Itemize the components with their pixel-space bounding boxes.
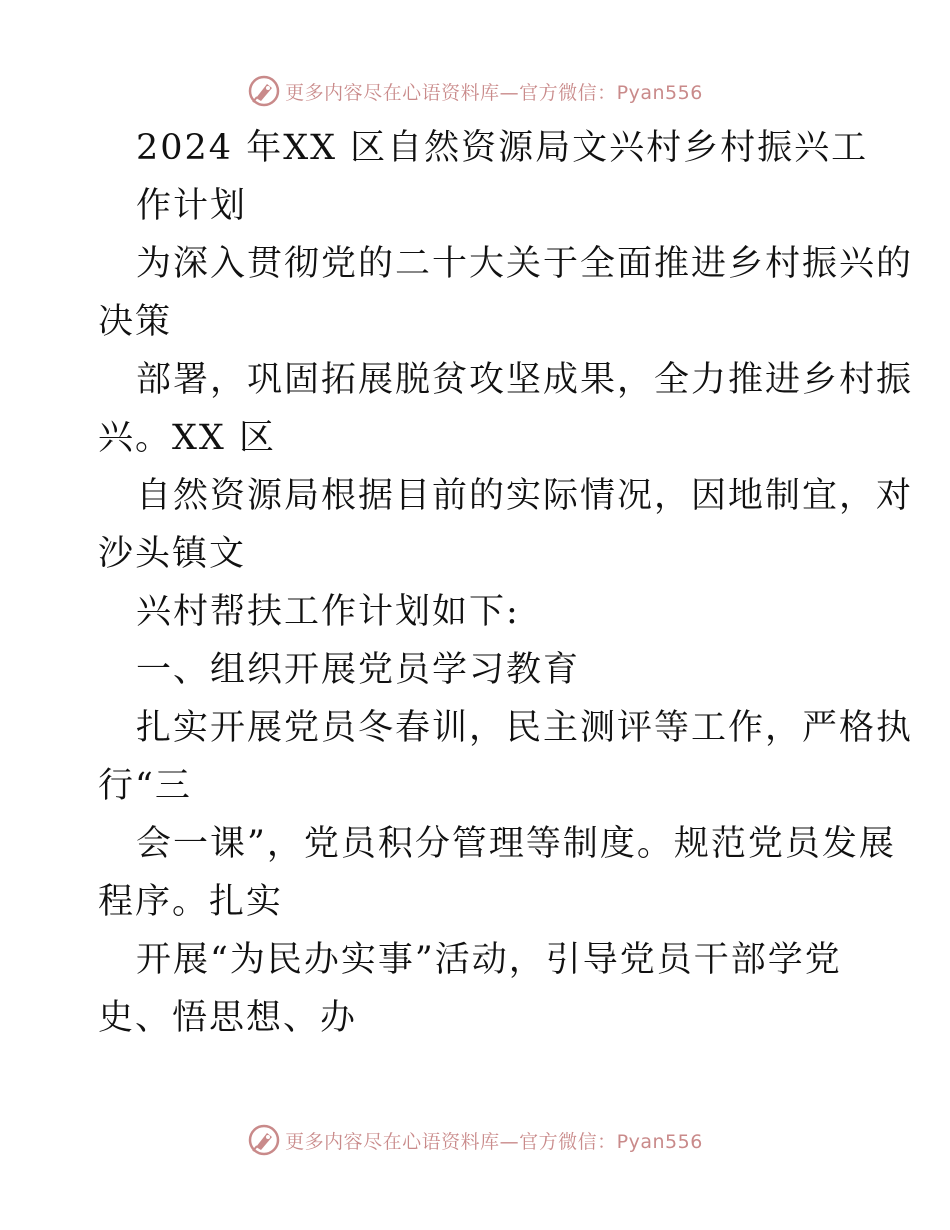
paragraph-line: 史、悟思想、办 bbox=[98, 998, 358, 1038]
footer-watermark bbox=[0, 1120, 950, 1160]
pen-nib-logo-icon bbox=[247, 1123, 281, 1157]
paragraph-line: 为深入贯彻党的二十大关于全面推进乡村振兴的 bbox=[136, 244, 914, 284]
title-line-1: 2024 年XX 区自然资源局文兴村乡村振兴工 bbox=[136, 128, 869, 168]
paragraph-line: 扎实开展党员冬春训，民主测评等工作，严格执 bbox=[136, 708, 914, 748]
section-heading: 一、组织开展党员学习教育 bbox=[136, 650, 581, 690]
paragraph-line: 兴。XX 区 bbox=[98, 418, 276, 458]
title-line-2: 作计划 bbox=[136, 186, 248, 226]
paragraph-line: 自然资源局根据目前的实际情况，因地制宜，对 bbox=[136, 476, 914, 516]
paragraph-line: 决策 bbox=[98, 302, 173, 342]
paragraph-line: 沙头镇文 bbox=[98, 534, 247, 574]
header-watermark bbox=[0, 71, 950, 111]
paragraph-line: 会一课”，党员积分管理等制度。规范党员发展 bbox=[136, 824, 896, 864]
paragraph-line: 行“三 bbox=[98, 766, 192, 806]
paragraph-line: 兴村帮扶工作计划如下: bbox=[136, 592, 520, 632]
watermark-text: 更多内容尽在心语资料库—官方微信：Pyan556 bbox=[285, 1130, 703, 1153]
paragraph-line: 程序。扎实 bbox=[98, 882, 284, 922]
watermark-text: 更多内容尽在心语资料库—官方微信：Pyan556 bbox=[285, 81, 703, 104]
paragraph-line: 开展“为民办实事”活动，引导党员干部学党 bbox=[136, 940, 842, 980]
pen-nib-logo-icon bbox=[247, 74, 281, 108]
paragraph-line: 部署，巩固拓展脱贫攻坚成果，全力推进乡村振 bbox=[136, 360, 914, 400]
